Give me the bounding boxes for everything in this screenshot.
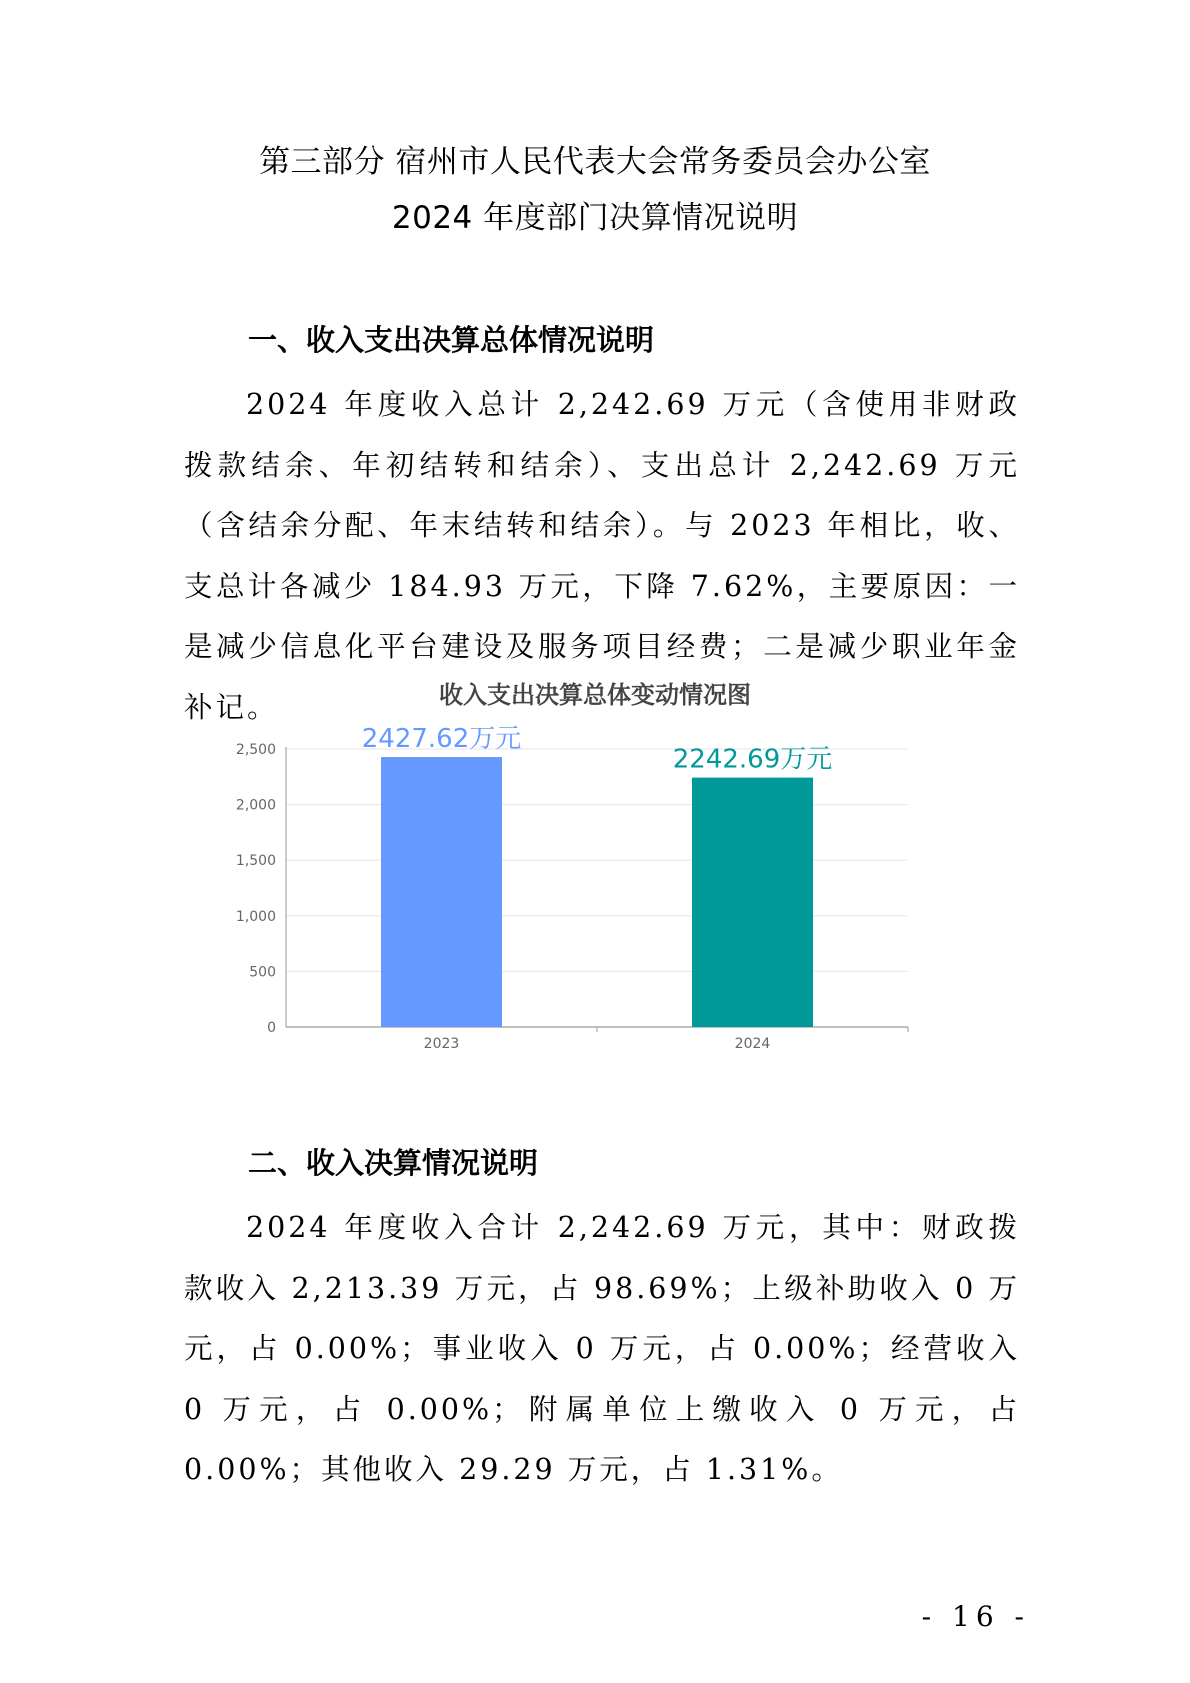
page-number: - 16 -: [921, 1600, 1030, 1633]
section1-heading: 一、收入支出决算总体情况说明: [248, 323, 655, 357]
section2-paragraph: 2024 年度收入合计 2,242.69 万元，其中：财政拨款收入 2,213.39 万元，占 98.69%；上级补助收入 0 万元，占 0.00%；事业收入 0 万元，占 0.00%；经营收入 0 万元，占 0.00%；附属单位上缴收入 0 万元，占 0.00%；其他收入 29.29 万元，占 1.31%。: [184, 1211, 1020, 1486]
bar-data-label: 2242.69万元: [672, 744, 833, 775]
bar-data-label: 2427.62万元: [361, 724, 522, 755]
section1-paragraph: 2024 年度收入总计 2,242.69 万元（含使用非财政拨款结余、年初结转和结余）、支出总计 2,242.69 万元（含结余分配、年末结转和结余）。与 2023 年相比，收、支总计各减少 184.93 万元，下降 7.62%，主要原因：一是减少信息化平台建设及服务项目经费；二是减少职业年金补记。: [184, 388, 1020, 724]
bar: [381, 757, 502, 1027]
y-tick-label: 1,000: [235, 908, 276, 925]
bar: [692, 778, 813, 1027]
y-tick-label: 500: [249, 964, 276, 981]
section2-heading: 二、收入决算情况说明: [248, 1146, 539, 1180]
y-tick-label: 1,500: [235, 853, 276, 870]
x-tick-label: 2023: [423, 1036, 460, 1052]
y-tick-label: 0: [267, 1020, 276, 1036]
document-title-line1: 第三部分 宿州市人民代表大会常务委员会办公室: [259, 144, 931, 180]
document-title-line2: 2024 年度部门决算情况说明: [391, 200, 799, 236]
y-tick-label: 2,500: [235, 742, 276, 758]
chart-title: 收入支出决算总体变动情况图: [439, 681, 751, 709]
y-tick-label: 2,000: [235, 797, 276, 814]
x-tick-label: 2024: [734, 1036, 771, 1052]
